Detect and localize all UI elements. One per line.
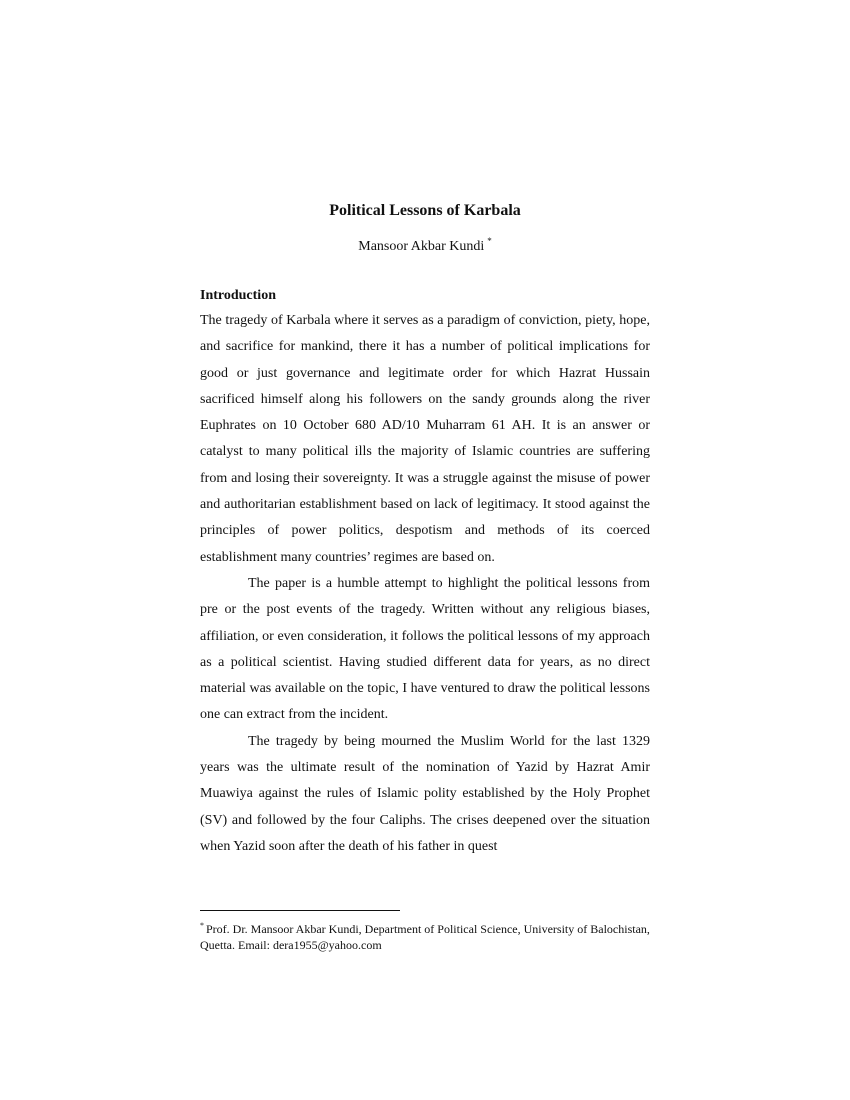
paragraph-2: The paper is a humble attempt to highlight the political lessons from pre or the post events of the tragedy. Written without any religious biases, affiliation, or even consideration, it follows the political lessons of my approach as a political scientist. Having studied different data for years, as no direct material was available on the topic, I have ventured to draw the political lessons one can extract from the incident. [200, 575, 650, 723]
author-footnote-marker: * [487, 236, 492, 246]
footnote [200, 918, 650, 953]
body-text [200, 308, 650, 860]
paragraph-1: The tragedy of Karbala where it serves as a paradigm of conviction, piety, hope, and sacrifice for mankind, there it has a number of political implications for good or just governance and legitimate order for which Hazrat Hussain sacrificed himself along his followers on the sandy grounds along the river Euphrates on 10 October 680 AD/10 Muharram 61 AH. It is an answer or catalyst to many political ills the majority of Islamic countries are suffering from and losing their sovereignty. It was a struggle against the misuse of power and authoritarian establishment based on lack of legitimacy. It stood against the principles of power politics, despotism and methods of its coerced establishment many countries’ regimes are based on. [200, 313, 650, 565]
footnote-divider [200, 910, 400, 911]
section-heading-introduction: Introduction [200, 288, 276, 303]
paragraph-3: The tragedy by being mourned the Muslim World for the last 1329 years was the ultimate result of the nomination of Yazid by Hazrat Amir Muawiya against the rules of Islamic polity established by the Holy Prophet (SV) and followed by the four Caliphs. The crises deepened over the situation when Yazid soon after the death of his father in quest [200, 733, 650, 854]
author-name: Mansoor Akbar Kundi [358, 239, 485, 254]
footnote-text: Prof. Dr. Mansoor Akbar Kundi, Department of Political Science, University of Balochistan, Quetta. Email: dera1955@yahoo.com [200, 922, 650, 952]
footnote-marker: * [200, 921, 204, 930]
author-line [0, 232, 850, 256]
paper-title: Political Lessons of Karbala [329, 202, 521, 219]
